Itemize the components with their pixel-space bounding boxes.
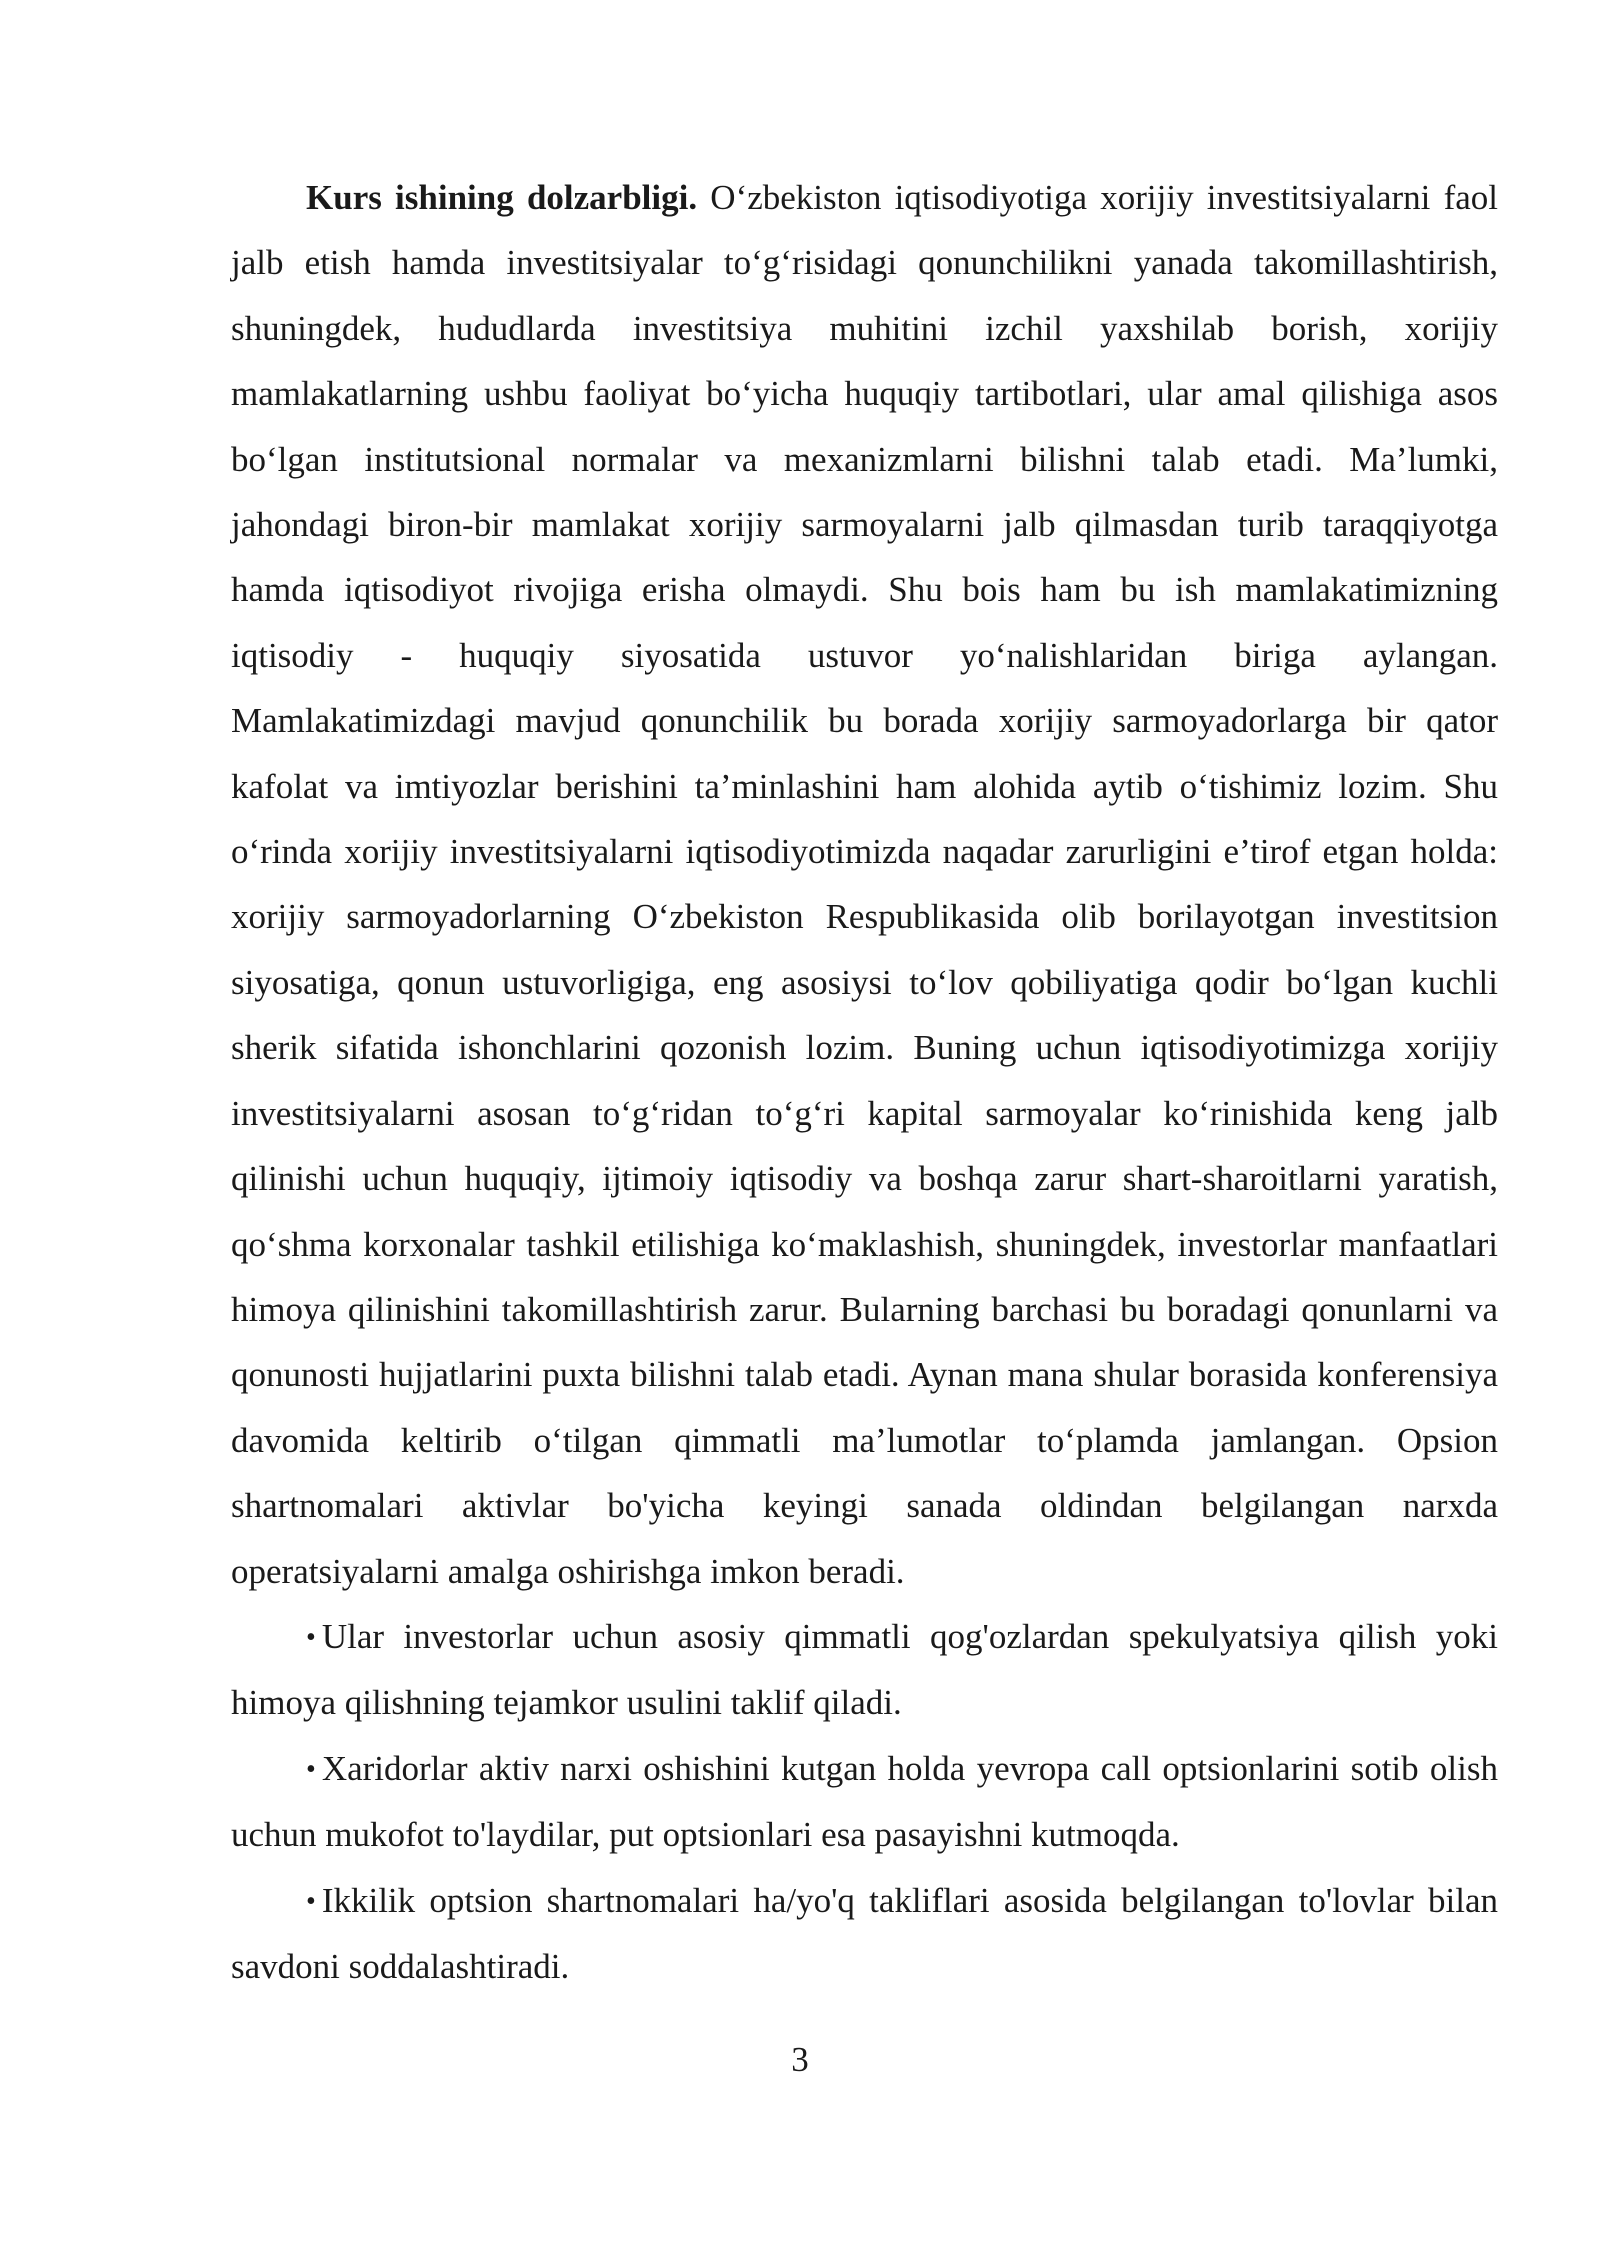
bullet-text: Xaridorlar aktiv narxi oshishini kutgan holda yevropa call optsionlarini sotib olish uchun mukofot to'laydilar, put optsionlari esa pasayishni kutmoqda.: [231, 1748, 1498, 1855]
main-paragraph-text: O‘zbekiston iqtisodiyotiga xorijiy investitsiyalarni faol jalb etish hamda investitsiyalar to‘g‘risidagi qonunchilikni yanada takomillashtirish, shuningdek, hududlarda investitsiya muhitini izchil yaxshilab borish, xorijiy mamlakatlarning ushbu faoliyat bo‘yicha huquqiy tartibotlari, ular amal qilishiga asos bo‘lgan institutsional normalar va mexanizmlarni bilishni talab etadi. Ma’lumki, jahondagi biron-bir mamlakat xorijiy sarmoyalarni jalb qilmasdan turib taraqqiyotga hamda iqtisodiyot rivojiga erisha olmaydi. Shu bois ham bu ish mamlakatimizning iqtisodiy - huquqiy siyosatida ustuvor yo‘nalishlaridan biriga aylangan. Mamlakatimizdagi mavjud qonunchilik bu borada xorijiy sarmoyadorlarga bir qator kafolat va imtiyozlar berishini ta’minlashini ham alohida aytib o‘tishimiz lozim. Shu o‘rinda xorijiy investitsiyalarni iqtisodiyotimizda naqadar zarurligini e’tirof etgan holda: xorijiy sarmoyadorlarning O‘zbekiston Respublikasida olib borilayotgan investitsion siyosatiga, qonun ustuvorligiga, eng asosiysi to‘lov qobiliyatiga qodir bo‘lgan kuchli sherik sifatida ishonchlarini qozonish lozim. Buning uchun iqtisodiyotimizga xorijiy investitsiyalarni asosan to‘g‘ridan to‘g‘ri kapital sarmoyalar ko‘rinishida keng jalb qilinishi uchun huquqiy, ijtimoiy iqtisodiy va boshqa zarur shart-sharoitlarni yaratish, qo‘shma korxonalar tashkil etilishiga ko‘maklashish, shuningdek, investorlar manfaatlari himoya qilinishini takomillashtirish zarur. Bularning barchasi bu boradagi qonunlarni va qonunosti hujjatlarini puxta bilishni talab etadi. Aynan mana shular borasida konferensiya davomida keltirib o‘tilgan qimmatli ma’lumotlar to‘plamda jamlangan. Opsion shartnomalari aktivlar bo'yicha keyingi sanada oldindan belgilangan narxda operatsiyalarni amalga oshirishga imkon beradi.: [231, 178, 1498, 1591]
bullet-icon: •: [306, 1885, 316, 1917]
bullet-icon: •: [306, 1753, 316, 1785]
bullet-item: [231, 1736, 1498, 1868]
bullet-icon: •: [306, 1621, 316, 1653]
page-number: 3: [791, 2040, 809, 2079]
bullet-text: Ular investorlar uchun asosiy qimmatli qog'ozlardan spekulyatsiya qilish yoki himoya qilishning tejamkor usulini taklif qiladi.: [231, 1616, 1498, 1723]
bullet-text: Ikkilik optsion shartnomalari ha/yo'q takliflari asosida belgilangan to'lovlar bilan savdoni soddalashtiradi.: [231, 1880, 1498, 1986]
section-heading: Kurs ishining dolzarbligi.: [306, 178, 698, 217]
bullet-item: [231, 1868, 1498, 2000]
document-body: [231, 165, 1498, 1999]
bullet-item: [231, 1604, 1498, 1736]
main-paragraph: [231, 165, 1498, 1604]
